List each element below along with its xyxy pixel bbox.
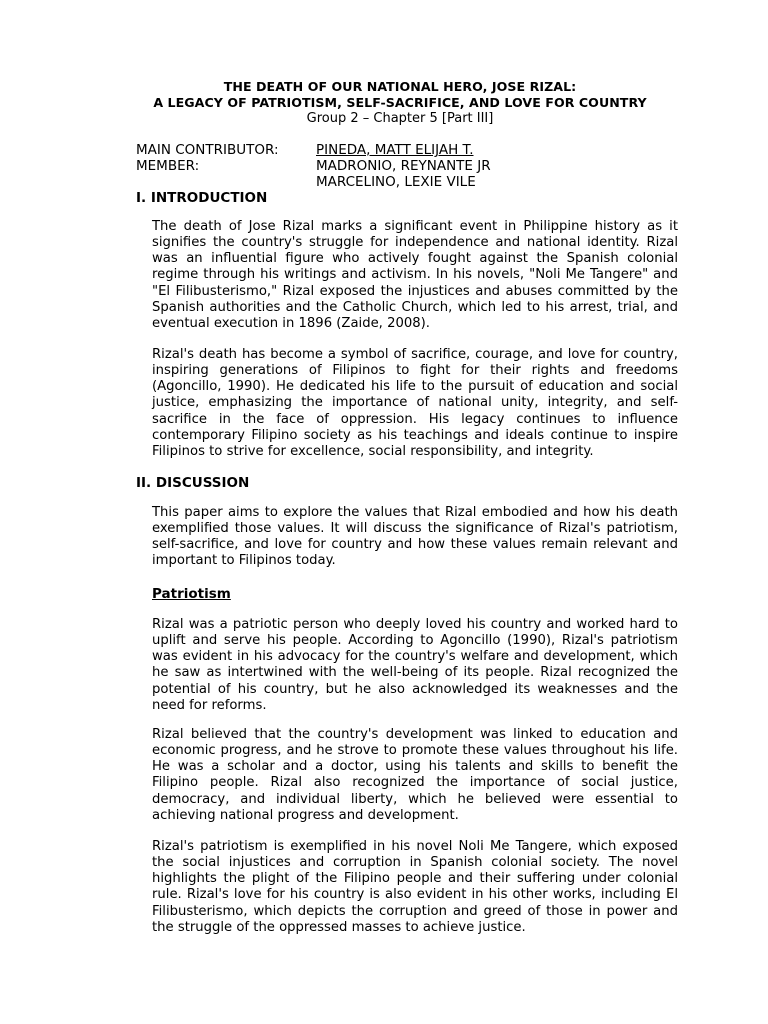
paragraph: This paper aims to explore the values that Rizal embodied and how his death exemplified those values. It will discuss the significance of Rizal's patriotism, self-sacrifice, and love for country and how these values remain relevant and important to Filipinos today. [152, 505, 678, 569]
document-title-line-1: THE DEATH OF OUR NATIONAL HERO, JOSE RIZAL: [223, 79, 577, 94]
document-subtitle: Group 2 – Chapter 5 [Part III] [306, 111, 494, 126]
subheading-patriotism: Patriotism [152, 586, 231, 602]
member-label: MEMBER: [136, 158, 200, 174]
member-name: MARCELINO, LEXIE VILE [316, 174, 476, 190]
paragraph: Rizal's patriotism is exemplified in his novel Noli Me Tangere, which exposed the social injustices and corruption in Spanish colonial society. The novel highlights the plight of the Filipino people and their suffering under colonial rule. Rizal's love for his country is also evident in his other works, including El Filibusterismo, which depicts the corruption and greed of those in power and the struggle of the oppressed masses to achieve justice. [152, 839, 678, 935]
paragraph: The death of Jose Rizal marks a significant event in Philippine history as it signifies the country's struggle for independence and national identity. Rizal was an influential figure who actively fought against the Spanish colonial regime through his writings and activism. In his novels, "Noli Me Tangere" and "El Filibusterismo," Rizal exposed the injustices and abuses committed by the Spanish authorities and the Catholic Church, which led to his arrest, trial, and eventual execution in 1896 (Zaide, 2008). [152, 219, 678, 331]
section-heading-discussion: II. DISCUSSION [136, 475, 250, 491]
member-name: MADRONIO, REYNANTE JR [316, 158, 491, 174]
main-contributor-name: PINEDA, MATT ELIJAH T. [316, 142, 474, 158]
main-contributor-label: MAIN CONTRIBUTOR: [136, 142, 279, 158]
section-heading-introduction: I. INTRODUCTION [136, 190, 268, 206]
paragraph: Rizal's death has become a symbol of sacrifice, courage, and love for country, inspiring generations of Filipinos to fight for their rights and freedoms (Agoncillo, 1990). He dedicated his life to the pursuit of education and social justice, emphasizing the importance of national unity, integrity, and self-sacrifice in the face of oppression. His legacy continues to influence contemporary Filipino society as his teachings and ideals continue to inspire Filipinos to strive for excellence, social responsibility, and integrity. [152, 347, 678, 459]
document-title-line-2: A LEGACY OF PATRIOTISM, SELF-SACRIFICE, AND LOVE FOR COUNTRY [153, 95, 647, 110]
paragraph: Rizal believed that the country's development was linked to education and economic progress, and he strove to promote these values throughout his life. He was a scholar and a doctor, using his talents and skills to benefit the Filipino people. Rizal also recognized the importance of social justice, democracy, and individual liberty, which he believed were essential to achieving national progress and development. [152, 727, 678, 823]
paragraph: Rizal was a patriotic person who deeply loved his country and worked hard to uplift and serve his people. According to Agoncillo (1990), Rizal's patriotism was evident in his advocacy for the country's welfare and development, which he saw as intertwined with the well-being of its people. Rizal recognized the potential of his country, but he also acknowledged its weaknesses and the need for reforms. [152, 617, 678, 713]
